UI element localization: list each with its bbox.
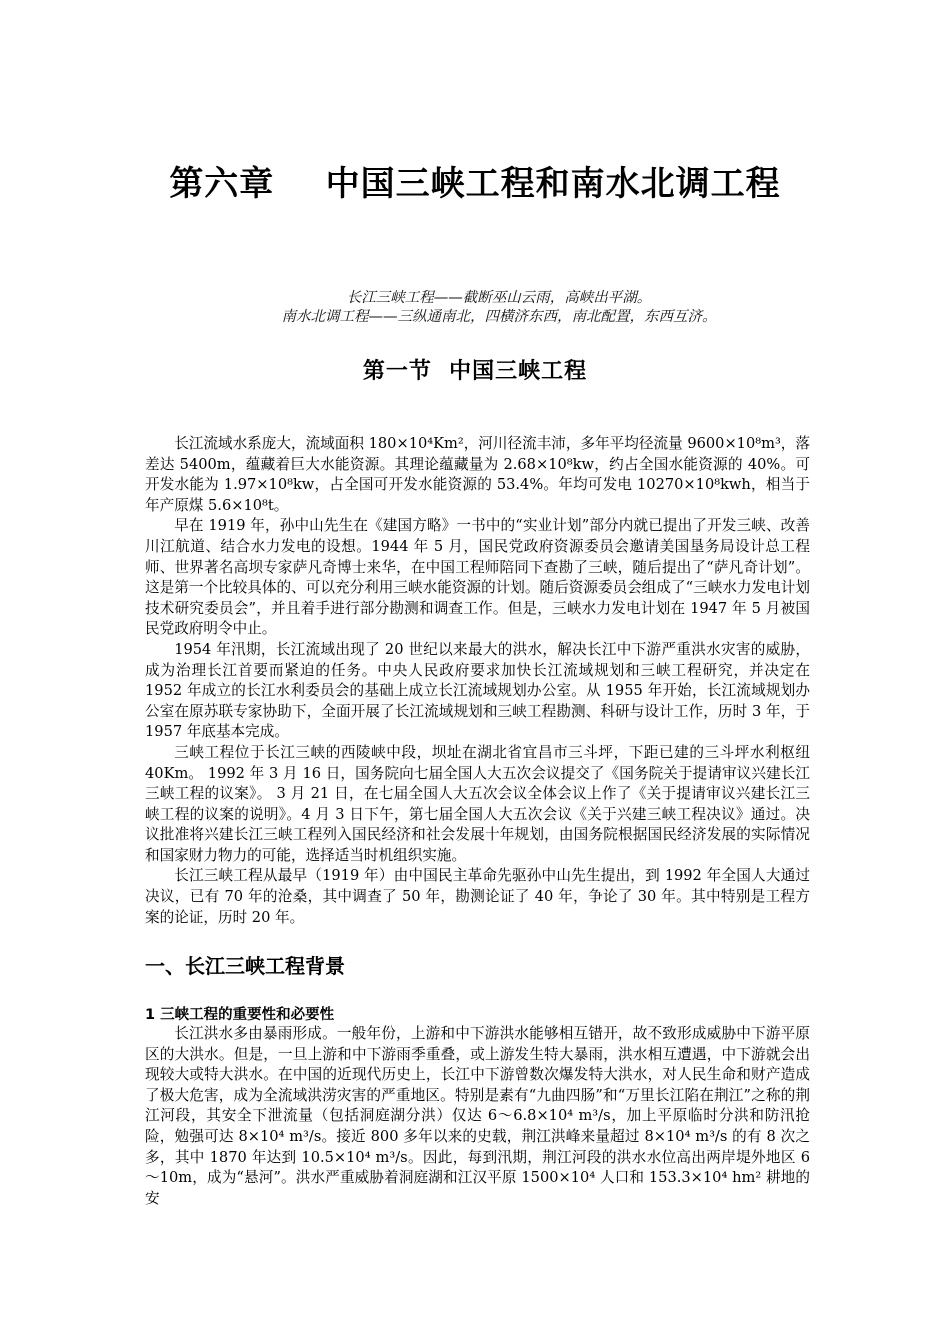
section-body xyxy=(145,434,810,928)
subsection-body xyxy=(145,1024,810,1209)
section-title: 第一节 中国三峡工程 xyxy=(362,359,588,384)
epigraph-line-1: 长江三峡工程——截断巫山云雨，高峡出平湖。 xyxy=(346,290,652,306)
paragraph: 1954 年汛期，长江流域出现了 20 世纪以来最大的洪水，解决长江中下游严重洪水灾害的威胁，成为治理长江首要而紧迫的任务。中央人民政府要求加快长江流域规划和三峡工程研究，并决定在 1952 年成立的长江水利委员会的基础上成立长江流域规划办公室。从 1955 年开始，长江流域规划办公室在原苏联专家协助下，全面开展了长江流域规划和三峡工程勘测、科研与设计工作，历时 3 年，于 1957 年底基本完成。 xyxy=(145,640,810,741)
paragraph: 长江流域水系庞大，流域面积 180×10⁴Km²，河川径流丰沛，多年平均径流量 9600×10⁸m³，落差达 5400m，蕴藏着巨大水能资源。其理论蕴藏量为 2.68×10⁸kw，约占全国水能资源的 40%。可开发水能为 1.97×10⁸kw，占全国可开发水能资源的 53.4%。年均可发电 10270×10⁸kwh，相当于年产原煤 5.6×10⁸t。 xyxy=(145,435,810,514)
paragraph: 早在 1919 年，孙中山先生在《建国方略》一书中的“实业计划”部分内就已提出了开发三峡、改善川江航道、结合水力发电的设想。1944 年 5 月，国民党政府资源委员会邀请美国垦务局设计总工程师、世界著名高坝专家萨凡奇博士来华，在中国工程师陪同下查勘了三峡，随后提出了“萨凡奇计划”。这是第一个比较具体的、可以充分利用三峡水能资源的计划。随后资源委员会组成了“三峡水力发电计划技术研究委员会”，并且着手进行部分勘测和调查工作。但是，三峡水力发电计划在 1947 年 5 月被国民党政府明令中止。 xyxy=(145,517,810,638)
subsection-heading: 一、长江三峡工程背景 xyxy=(145,954,345,978)
chapter-title: 第六章 中国三峡工程和南水北调工程 xyxy=(169,164,781,204)
paragraph: 三峡工程位于长江三峡的西陵峡中段，坝址在湖北省宜昌市三斗坪，下距已建的三斗坪水利枢纽 40Km。 1992 年 3 月 16 日，国务院向七届全国人大五次会议提交了《国务院关于提请审议兴建长江三峡工程的议案》。 3 月 21 日，在七届全国人大五次会议全体会议上作了《关于提请审议兴建长江三峡工程的议案的说明》。4 月 3 日下午，第七届全国人大五次会议《关于兴建三峡工程决议》通过。决议批准将兴建长江三峡工程列入国民经济和社会发展十年规划，由国务院根据国民经济发展的实际情况和国家财力物力的可能，选择适当时机组织实施。 xyxy=(145,743,810,864)
paragraph: 长江三峡工程从最早（1919 年）由中国民主革命先驱孙中山先生提出，到 1992 年全国人大通过决议，已有 70 年的沧桑，其中调查了 50 年，勘测论证了 40 年，争论了 30 年。其中特别是工程方案的论证，历时 20 年。 xyxy=(145,867,810,926)
paragraph: 长江洪水多由暴雨形成。一般年份，上游和中下游洪水能够相互错开，故不致形成威胁中下游平原区的大洪水。但是，一旦上游和中下游雨季重叠，或上游发生特大暴雨，洪水相互遭遇，中下游就会出现较大或特大洪水。在中国的近现代历史上，长江中下游曾数次爆发特大洪水，对人民生命和财产造成了极大危害，成为全流域洪涝灾害的严重地区。特别是素有“九曲四肠”和“万里长江陷在荆江”之称的荆江河段，其安全下泄流量（包括洞庭湖分洪）仅达 6～6.8×10⁴ m³/s，加上平原临时分洪和防汛抢险，勉强可达 8×10⁴ m³/s。接近 800 多年以来的史载，荆江洪峰来量超过 8×10⁴ m³/s 的有 8 次之多，其中 1870 年达到 10.5×10⁴ m³/s。因此，每到汛期，荆江河段的洪水水位高出两岸堤外地区 6～10m，成为“悬河”。洪水严重威胁着洞庭湖和江汉平原 1500×10⁴ 人口和 153.3×10⁴ hm² 耕地的安 xyxy=(145,1025,810,1207)
epigraph-line-2: 南水北调工程——三纵通南北，四横济东西，南北配置，东西互济。 xyxy=(281,309,717,325)
subsubsection-heading: 1 三峡工程的重要性和必要性 xyxy=(145,1007,335,1023)
